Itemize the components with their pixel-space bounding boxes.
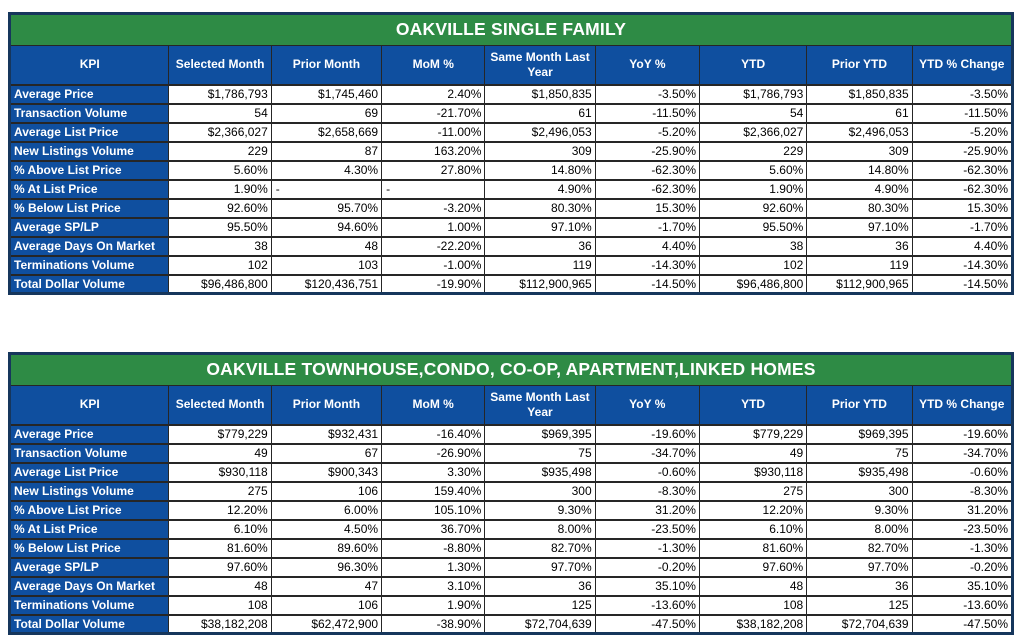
value-cell: 9.30%	[485, 501, 595, 520]
value-cell: $932,431	[271, 425, 381, 444]
column-header-row	[10, 46, 1013, 85]
value-cell: 80.30%	[807, 199, 912, 218]
table-row	[10, 615, 1013, 634]
value-cell: 6.00%	[271, 501, 381, 520]
value-cell: 31.20%	[595, 501, 699, 520]
value-cell: -0.20%	[595, 558, 699, 577]
value-cell: 108	[699, 596, 806, 615]
value-cell: 1.90%	[382, 596, 485, 615]
value-cell: 36	[807, 577, 912, 596]
value-cell: 48	[271, 237, 381, 256]
kpi-label-cell: Average Price	[10, 425, 169, 444]
table-row	[10, 237, 1013, 256]
value-cell: -23.50%	[595, 520, 699, 539]
value-cell: 6.10%	[699, 520, 806, 539]
value-cell: 38	[169, 237, 271, 256]
value-cell: 9.30%	[807, 501, 912, 520]
value-cell: 1.00%	[382, 218, 485, 237]
value-cell: $2,496,053	[485, 123, 595, 142]
value-cell: 75	[807, 444, 912, 463]
value-cell: -14.50%	[912, 275, 1012, 294]
column-header-ytd: YTD	[700, 46, 807, 85]
kpi-label-cell: Average Days On Market	[10, 237, 169, 256]
value-cell: $930,118	[699, 463, 806, 482]
value-cell: 106	[271, 482, 381, 501]
value-cell: -13.60%	[595, 596, 699, 615]
value-cell: -34.70%	[595, 444, 699, 463]
value-cell: 75	[485, 444, 595, 463]
value-cell: -19.90%	[382, 275, 485, 294]
table-row	[10, 444, 1013, 463]
value-cell: 300	[485, 482, 595, 501]
value-cell: -13.60%	[912, 596, 1012, 615]
value-cell: $38,182,208	[169, 615, 271, 634]
column-header-prior-month: Prior Month	[271, 46, 381, 85]
table-row	[10, 558, 1013, 577]
value-cell: 54	[700, 104, 807, 123]
table-title-bar	[10, 354, 1013, 386]
value-cell: 3.30%	[382, 463, 485, 482]
value-cell: -25.90%	[912, 142, 1012, 161]
table-row	[10, 142, 1013, 161]
value-cell: $1,786,793	[169, 85, 271, 104]
value-cell: 1.30%	[382, 558, 485, 577]
value-cell: 67	[271, 444, 381, 463]
value-cell: 1.90%	[169, 180, 271, 199]
kpi-label-cell: % Below List Price	[10, 199, 169, 218]
column-header-mom: MoM %	[382, 386, 485, 425]
value-cell: 5.60%	[169, 161, 271, 180]
value-cell: 96.30%	[271, 558, 381, 577]
value-cell: $779,229	[169, 425, 271, 444]
value-cell: -3.50%	[912, 85, 1012, 104]
value-cell: 95.50%	[169, 218, 271, 237]
value-cell: 94.60%	[271, 218, 381, 237]
value-cell: -14.30%	[595, 256, 699, 275]
value-cell: 8.00%	[807, 520, 912, 539]
kpi-label-cell: Terminations Volume	[10, 256, 169, 275]
kpi-label-cell: Transaction Volume	[10, 444, 169, 463]
value-cell: 82.70%	[807, 539, 912, 558]
value-cell: 92.60%	[700, 199, 807, 218]
value-cell: 2.40%	[382, 85, 485, 104]
value-cell: $969,395	[807, 425, 912, 444]
table-body	[10, 85, 1013, 294]
value-cell: 61	[807, 104, 912, 123]
value-cell: 14.80%	[807, 161, 912, 180]
kpi-label-cell: New Listings Volume	[10, 142, 169, 161]
value-cell: -47.50%	[912, 615, 1012, 634]
value-cell: -0.60%	[912, 463, 1012, 482]
kpi-label-cell: Terminations Volume	[10, 596, 169, 615]
kpi-label-cell: Transaction Volume	[10, 104, 169, 123]
value-cell: -1.70%	[595, 218, 699, 237]
value-cell: 87	[271, 142, 381, 161]
column-header-yoy: YoY %	[595, 386, 699, 425]
value-cell: 119	[485, 256, 595, 275]
table-row	[10, 577, 1013, 596]
value-cell: 38	[700, 237, 807, 256]
value-cell: -26.90%	[382, 444, 485, 463]
value-cell: $935,498	[485, 463, 595, 482]
table-row	[10, 218, 1013, 237]
kpi-table-single-family	[8, 12, 1014, 295]
table-title: OAKVILLE TOWNHOUSE,CONDO, CO-OP, APARTMENT,LINKED HOMES	[10, 354, 1013, 386]
column-header-yoy: YoY %	[595, 46, 699, 85]
column-header-selected-month: Selected Month	[169, 386, 271, 425]
value-cell: -11.50%	[595, 104, 699, 123]
value-cell: 36.70%	[382, 520, 485, 539]
value-cell: 82.70%	[485, 539, 595, 558]
value-cell: 275	[169, 482, 271, 501]
value-cell: 125	[485, 596, 595, 615]
value-cell: -8.30%	[595, 482, 699, 501]
value-cell: 54	[169, 104, 271, 123]
value-cell: -34.70%	[912, 444, 1012, 463]
kpi-label-cell: % Above List Price	[10, 161, 169, 180]
value-cell: 31.20%	[912, 501, 1012, 520]
kpi-label-cell: New Listings Volume	[10, 482, 169, 501]
value-cell: 36	[485, 237, 595, 256]
value-cell: -62.30%	[595, 180, 699, 199]
column-header-row	[10, 386, 1013, 425]
value-cell: 15.30%	[912, 199, 1012, 218]
value-cell: 275	[699, 482, 806, 501]
value-cell: 119	[807, 256, 912, 275]
table-row	[10, 539, 1013, 558]
value-cell: $96,486,800	[700, 275, 807, 294]
value-cell: $2,496,053	[807, 123, 912, 142]
table-row	[10, 104, 1013, 123]
value-cell: 35.10%	[595, 577, 699, 596]
value-cell: 92.60%	[169, 199, 271, 218]
column-header-same-month-last-year: Same Month Last Year	[485, 386, 595, 425]
value-cell: $2,658,669	[271, 123, 381, 142]
value-cell: $96,486,800	[169, 275, 271, 294]
value-cell: -1.00%	[382, 256, 485, 275]
value-cell: 4.30%	[271, 161, 381, 180]
value-cell: 97.60%	[169, 558, 271, 577]
value-cell: 89.60%	[271, 539, 381, 558]
value-cell: -21.70%	[382, 104, 485, 123]
value-cell: 27.80%	[382, 161, 485, 180]
value-cell: 15.30%	[595, 199, 699, 218]
kpi-label-cell: Average SP/LP	[10, 558, 169, 577]
value-cell: -11.50%	[912, 104, 1012, 123]
value-cell: -11.00%	[382, 123, 485, 142]
value-cell: 80.30%	[485, 199, 595, 218]
kpi-label-cell: Average List Price	[10, 463, 169, 482]
value-cell: $2,366,027	[169, 123, 271, 142]
table-row	[10, 501, 1013, 520]
value-cell: -5.20%	[912, 123, 1012, 142]
kpi-label-cell: % Below List Price	[10, 539, 169, 558]
table-row	[10, 85, 1013, 104]
value-cell: 97.10%	[485, 218, 595, 237]
value-cell: -1.70%	[912, 218, 1012, 237]
value-cell: 229	[169, 142, 271, 161]
value-cell: $112,900,965	[807, 275, 912, 294]
value-cell: -8.30%	[912, 482, 1012, 501]
value-cell: -0.60%	[595, 463, 699, 482]
value-cell: 81.60%	[699, 539, 806, 558]
value-cell: $930,118	[169, 463, 271, 482]
value-cell: -22.20%	[382, 237, 485, 256]
value-cell: 102	[169, 256, 271, 275]
value-cell: $38,182,208	[699, 615, 806, 634]
value-cell: -0.20%	[912, 558, 1012, 577]
table-row	[10, 123, 1013, 142]
value-cell: 163.20%	[382, 142, 485, 161]
value-cell: $1,850,835	[807, 85, 912, 104]
column-header-ytd-change: YTD % Change	[912, 46, 1012, 85]
value-cell: 4.90%	[485, 180, 595, 199]
value-cell: 4.40%	[595, 237, 699, 256]
table-title-bar	[10, 14, 1013, 46]
value-cell: -62.30%	[595, 161, 699, 180]
kpi-label-cell: Average SP/LP	[10, 218, 169, 237]
value-cell: 125	[807, 596, 912, 615]
value-cell: 36	[807, 237, 912, 256]
value-cell: $120,436,751	[271, 275, 381, 294]
value-cell: $900,343	[271, 463, 381, 482]
column-header-prior-month: Prior Month	[271, 386, 381, 425]
value-cell: -1.30%	[912, 539, 1012, 558]
value-cell: -14.30%	[912, 256, 1012, 275]
value-cell: 102	[700, 256, 807, 275]
value-cell: 8.00%	[485, 520, 595, 539]
value-cell: 49	[699, 444, 806, 463]
column-header-prior-ytd: Prior YTD	[807, 46, 912, 85]
value-cell: -3.20%	[382, 199, 485, 218]
value-cell: 12.20%	[169, 501, 271, 520]
value-cell: 106	[271, 596, 381, 615]
value-cell: 309	[485, 142, 595, 161]
value-cell: 14.80%	[485, 161, 595, 180]
value-cell: 48	[169, 577, 271, 596]
value-cell: 1.90%	[700, 180, 807, 199]
column-header-ytd: YTD	[699, 386, 806, 425]
kpi-label-cell: Average List Price	[10, 123, 169, 142]
kpi-table-condo-apartment	[8, 352, 1014, 635]
value-cell: -3.50%	[595, 85, 699, 104]
table-row	[10, 180, 1013, 199]
value-cell: 103	[271, 256, 381, 275]
value-cell: 35.10%	[912, 577, 1012, 596]
value-cell: $935,498	[807, 463, 912, 482]
value-cell: $72,704,639	[485, 615, 595, 634]
value-cell: -23.50%	[912, 520, 1012, 539]
value-cell: -25.90%	[595, 142, 699, 161]
value-cell: 97.70%	[807, 558, 912, 577]
value-cell: 105.10%	[382, 501, 485, 520]
value-cell: 159.40%	[382, 482, 485, 501]
value-cell: 95.50%	[700, 218, 807, 237]
value-cell: 4.90%	[807, 180, 912, 199]
value-cell: 97.60%	[699, 558, 806, 577]
table-row	[10, 199, 1013, 218]
value-cell: 300	[807, 482, 912, 501]
table-row	[10, 463, 1013, 482]
column-header-ytd-change: YTD % Change	[912, 386, 1012, 425]
value-cell: 48	[699, 577, 806, 596]
value-cell: -16.40%	[382, 425, 485, 444]
kpi-label-cell: % Above List Price	[10, 501, 169, 520]
kpi-label-cell: % At List Price	[10, 180, 169, 199]
value-cell: 81.60%	[169, 539, 271, 558]
value-cell: -47.50%	[595, 615, 699, 634]
value-cell: -19.60%	[595, 425, 699, 444]
value-cell: $72,704,639	[807, 615, 912, 634]
table-row	[10, 256, 1013, 275]
value-cell: 61	[485, 104, 595, 123]
kpi-label-cell: Average Days On Market	[10, 577, 169, 596]
value-cell: $1,745,460	[271, 85, 381, 104]
column-header-kpi: KPI	[10, 386, 169, 425]
value-cell: $2,366,027	[700, 123, 807, 142]
table-row	[10, 161, 1013, 180]
value-cell: 309	[807, 142, 912, 161]
table-title: OAKVILLE SINGLE FAMILY	[10, 14, 1013, 46]
column-header-prior-ytd: Prior YTD	[807, 386, 912, 425]
value-cell: 4.40%	[912, 237, 1012, 256]
value-cell: $969,395	[485, 425, 595, 444]
value-cell: $62,472,900	[271, 615, 381, 634]
value-cell: 12.20%	[699, 501, 806, 520]
value-cell: -62.30%	[912, 161, 1012, 180]
column-header-mom: MoM %	[382, 46, 485, 85]
table-row	[10, 520, 1013, 539]
value-cell: 47	[271, 577, 381, 596]
value-cell: 97.10%	[807, 218, 912, 237]
value-cell: $112,900,965	[485, 275, 595, 294]
value-cell: 5.60%	[700, 161, 807, 180]
column-header-selected-month: Selected Month	[169, 46, 271, 85]
value-cell: -38.90%	[382, 615, 485, 634]
column-header-same-month-last-year: Same Month Last Year	[485, 46, 595, 85]
value-cell: 108	[169, 596, 271, 615]
value-cell: -5.20%	[595, 123, 699, 142]
value-cell: 3.10%	[382, 577, 485, 596]
value-cell: 229	[700, 142, 807, 161]
table-row	[10, 425, 1013, 444]
kpi-label-cell: Average Price	[10, 85, 169, 104]
kpi-label-cell: Total Dollar Volume	[10, 615, 169, 634]
value-cell: -	[271, 180, 381, 199]
kpi-label-cell: % At List Price	[10, 520, 169, 539]
table-row	[10, 596, 1013, 615]
value-cell: 97.70%	[485, 558, 595, 577]
table-body	[10, 425, 1013, 634]
value-cell: 36	[485, 577, 595, 596]
value-cell: 4.50%	[271, 520, 381, 539]
kpi-label-cell: Total Dollar Volume	[10, 275, 169, 294]
value-cell: 95.70%	[271, 199, 381, 218]
value-cell: $1,850,835	[485, 85, 595, 104]
value-cell: -8.80%	[382, 539, 485, 558]
table-row	[10, 482, 1013, 501]
value-cell: -62.30%	[912, 180, 1012, 199]
value-cell: -1.30%	[595, 539, 699, 558]
value-cell: 69	[271, 104, 381, 123]
value-cell: $779,229	[699, 425, 806, 444]
table-row	[10, 275, 1013, 294]
value-cell: -19.60%	[912, 425, 1012, 444]
value-cell: 6.10%	[169, 520, 271, 539]
value-cell: 49	[169, 444, 271, 463]
value-cell: -14.50%	[595, 275, 699, 294]
column-header-kpi: KPI	[10, 46, 169, 85]
value-cell: $1,786,793	[700, 85, 807, 104]
value-cell: -	[382, 180, 485, 199]
